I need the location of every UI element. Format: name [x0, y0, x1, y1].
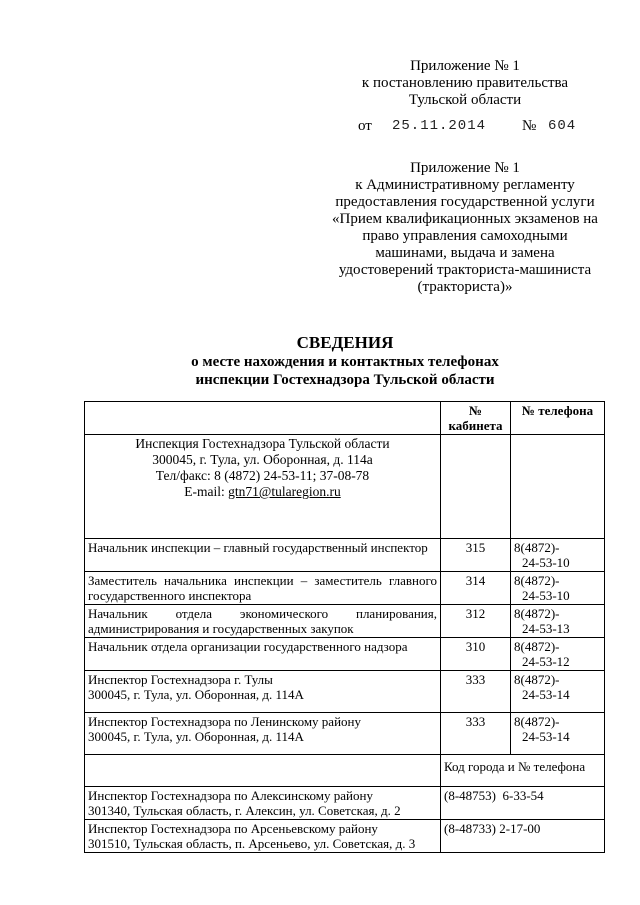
cabinet-cell: 314 [441, 572, 511, 605]
appendix-2-line: удостоверений тракториста-машиниста [338, 262, 592, 278]
position-line: Инспектор Гостехнадзора г. Тулы [88, 672, 273, 687]
district-position: Инспектор Гостехнадзора по Алексинскому району [88, 788, 373, 803]
phone-line: 8(4872)- [514, 540, 560, 555]
phone-line: 8(4872)- [514, 714, 560, 729]
position-address: 300045, г. Тула, ул. Оборонная, д. 114А [88, 687, 304, 702]
table-header-row [85, 402, 605, 435]
phone-line: 8(4872)- [514, 573, 560, 588]
phone-line: 24-53-12 [522, 654, 570, 669]
phone-line: 24-53-14 [522, 729, 570, 744]
position-line: Инспектор Гостехнадзора по Ленинскому району [88, 714, 361, 729]
table-row [85, 787, 605, 820]
district-phone: (8-48753) 6-33-54 [441, 787, 605, 820]
heading-subtitle-line: о месте нахождения и контактных телефонах [191, 354, 499, 370]
position-line: Начальник отдела экономического планирования, [88, 606, 437, 621]
cabinet-cell: 312 [441, 605, 511, 638]
position-cell [85, 713, 441, 755]
appendix-2-line: право управления самоходными [362, 228, 568, 244]
heading-subtitle-line: инспекции Гостехнадзора Тульской области [195, 372, 495, 388]
appendix-2-line: к Административному регламенту [355, 177, 575, 193]
header-empty-cell [85, 402, 441, 435]
appendix-2-line: «Прием квалификационных экзаменов на [332, 211, 598, 227]
appendix-1-line: Тульской области [408, 92, 522, 108]
cabinet-cell: 310 [441, 638, 511, 671]
table-row [85, 820, 605, 853]
phone-line: 24-53-10 [522, 588, 570, 603]
document-date: 25.11.2014 [392, 118, 487, 134]
appendix-2-block [310, 160, 620, 296]
table-row [85, 713, 605, 755]
appendix-1-block [330, 58, 600, 109]
empty-cell [85, 755, 441, 787]
contacts-table [84, 401, 605, 853]
inspection-info-row [85, 435, 605, 539]
appendix-1-line: Приложение № 1 [410, 58, 520, 74]
district-cell [85, 787, 441, 820]
empty-cell [441, 435, 511, 539]
inspection-telfax: Тел/факс: 8 (4872) 24-53-11; 37-08-78 [155, 468, 370, 483]
table-row [85, 572, 605, 605]
date-prefix: от [358, 118, 372, 134]
phone-cell [511, 539, 605, 572]
header-cabinet: № кабинета [441, 402, 511, 435]
appendix-2-line: машинами, выдача и замена [375, 245, 555, 261]
position-line: администрирования и государственных закупок [88, 621, 354, 636]
position-cell: Начальник инспекции – главный государственный инспектор [85, 539, 441, 572]
position-cell [85, 671, 441, 713]
phone-cell [511, 638, 605, 671]
cabinet-cell: 333 [441, 671, 511, 713]
inspection-info [85, 435, 441, 539]
number-prefix: № [522, 118, 537, 134]
document-number: 604 [548, 118, 577, 134]
appendix-1-line: к постановлению правительства [361, 75, 569, 91]
district-phone-header: Код города и № телефона [441, 755, 605, 787]
inspection-address: 300045, г. Тула, ул. Оборонная, д. 114а [152, 452, 373, 467]
cabinet-cell: 315 [441, 539, 511, 572]
table-row [85, 539, 605, 572]
cabinet-cell: 333 [441, 713, 511, 755]
phone-cell [511, 572, 605, 605]
position-cell: Заместитель начальника инспекции – заместитель главного государственного инспектора [85, 572, 441, 605]
district-cell [85, 820, 441, 853]
table-row [85, 638, 605, 671]
phone-line: 24-53-13 [522, 621, 570, 636]
position-address: 300045, г. Тула, ул. Оборонная, д. 114А [88, 729, 304, 744]
phone-line: 8(4872)- [514, 606, 560, 621]
district-header-row [85, 755, 605, 787]
position-cell [85, 605, 441, 638]
header-phone: № телефона [511, 402, 605, 435]
empty-cell [511, 435, 605, 539]
heading-title: СВЕДЕНИЯ [296, 333, 394, 352]
appendix-2-line: Приложение № 1 [410, 160, 520, 176]
table-row [85, 671, 605, 713]
email-label: E-mail: [184, 484, 225, 499]
email-link[interactable]: gtn71@tularegion.ru [228, 484, 341, 499]
inspection-name: Инспекция Гостехнадзора Тульской области [135, 436, 390, 451]
inspection-email-line [88, 484, 437, 500]
district-phone: (8-48733) 2-17-00 [441, 820, 605, 853]
phone-line: 8(4872)- [514, 639, 560, 654]
phone-line: 8(4872)- [514, 672, 560, 687]
phone-line: 24-53-10 [522, 555, 570, 570]
phone-cell [511, 605, 605, 638]
district-address: 301510, Тульская область, п. Арсеньево, ул. Советская, д. 3 [88, 836, 416, 851]
district-position: Инспектор Гостехнадзора по Арсеньевскому району [88, 821, 378, 836]
phone-line: 24-53-14 [522, 687, 570, 702]
phone-cell [511, 671, 605, 713]
document-heading [120, 333, 570, 389]
phone-cell [511, 713, 605, 755]
table-row [85, 605, 605, 638]
district-address: 301340, Тульская область, г. Алексин, ул. Советская, д. 2 [88, 803, 401, 818]
position-cell: Начальник отдела организации государственного надзора [85, 638, 441, 671]
appendix-2-line: предоставления государственной услуги [335, 194, 595, 210]
appendix-2-line: (тракториста)» [417, 279, 513, 295]
